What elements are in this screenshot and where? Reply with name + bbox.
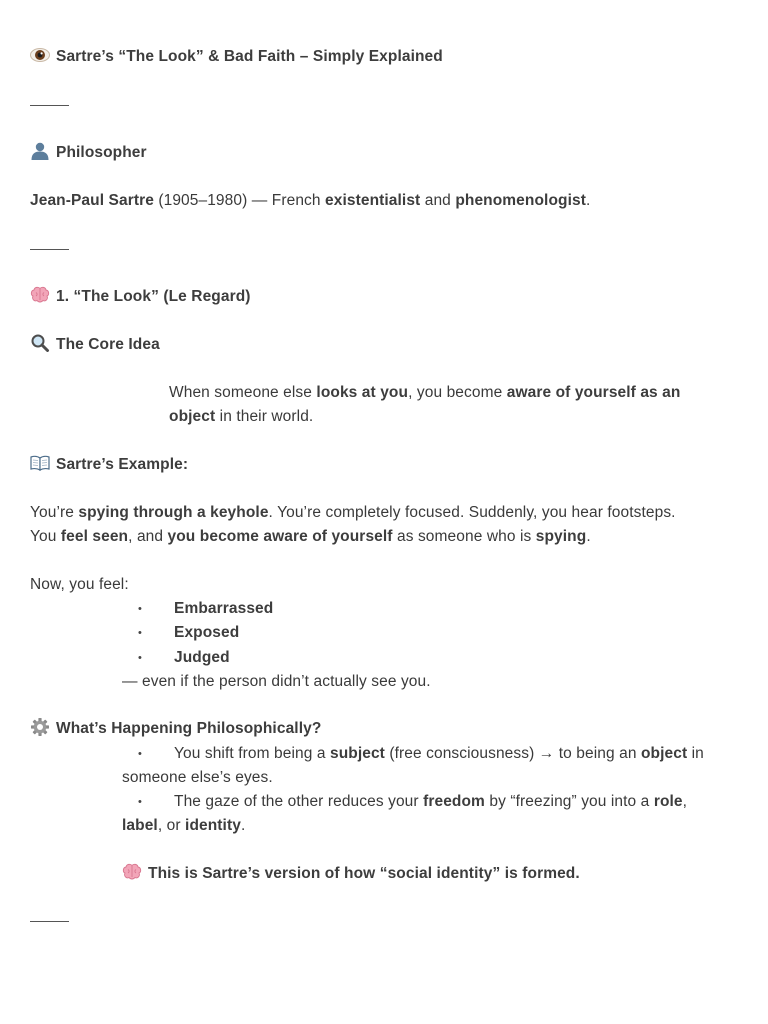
bullet-marker: • [138, 796, 142, 808]
point-bold: label [122, 817, 158, 834]
point-text: You shift from being a [174, 745, 330, 762]
quote-bold: object [169, 408, 216, 425]
philosopher-dates: (1905–1980) — French [153, 192, 326, 209]
point-bold: object [640, 745, 688, 762]
quote-bold: aware of yourself as an [506, 384, 681, 401]
punctuation: . [585, 192, 591, 209]
list-item [174, 621, 239, 645]
philosophy-point-1-line-1 [174, 742, 704, 766]
bullet-marker: • [138, 627, 142, 639]
example-line-2 [30, 525, 591, 549]
page-title [30, 45, 443, 69]
open-book-icon [30, 454, 52, 472]
core-idea-label: The Core Idea [56, 336, 160, 353]
divider [30, 921, 69, 922]
brain-icon [30, 286, 52, 304]
philosophy-point-1-line-2: someone else’s eyes. [122, 769, 273, 786]
section-heading-label: 1. “The Look” (Le Regard) [56, 288, 251, 305]
feeling-exposed: Exposed [174, 624, 240, 641]
bullet-marker: • [138, 652, 142, 664]
subheading-philosophically [30, 717, 321, 741]
point-text: . [240, 817, 246, 834]
philosophically-label: What’s Happening Philosophically? [56, 720, 322, 737]
list-item [174, 646, 230, 670]
point-text: , [682, 793, 688, 810]
quote-bold: looks at you [316, 384, 409, 401]
conjunction: and [420, 192, 456, 209]
feeling-embarrassed: Embarrassed [174, 600, 274, 617]
example-bold: you become aware of yourself [167, 528, 393, 545]
feelings-outro: — even if the person didn’t actually see you. [122, 673, 431, 690]
philosopher-name: Jean-Paul Sartre [30, 192, 154, 209]
point-bold: subject [329, 745, 385, 762]
eye-icon [30, 46, 52, 64]
example-text: , and [128, 528, 168, 545]
magnifying-glass-icon [30, 334, 52, 352]
section-heading [30, 285, 251, 309]
divider [30, 249, 69, 250]
example-text: . You’re completely focused. Suddenly, you hear footsteps. [268, 504, 676, 521]
example-text: as someone who is [392, 528, 536, 545]
gear-icon [30, 718, 52, 736]
point-text: The gaze of the other reduces your [174, 793, 424, 810]
point-text: , or [157, 817, 186, 834]
philosopher-heading-label: Philosopher [56, 144, 147, 161]
quote-text: in their world. [215, 408, 314, 425]
list-item [174, 597, 273, 621]
philosopher-line [30, 189, 590, 213]
point-text: by “freezing” you into a [484, 793, 654, 810]
point-bold: role [653, 793, 683, 810]
philosophy-point-2-line-2 [122, 814, 245, 838]
person-silhouette-icon [30, 142, 52, 160]
brain-icon [122, 863, 144, 881]
point-bold: identity [185, 817, 241, 834]
core-idea-quote-line-1 [169, 381, 680, 405]
quote-text: When someone else [169, 384, 317, 401]
conclusion-text: This is Sartre’s version of how “social identity” is formed. [148, 865, 580, 882]
bullet-marker: • [138, 603, 142, 615]
example-bold: spying through a keyhole [78, 504, 269, 521]
title-text: Sartre’s “The Look” & Bad Faith – Simply Explained [56, 48, 443, 65]
bullet-marker: • [138, 748, 142, 760]
philosopher-heading [30, 141, 147, 165]
feeling-judged: Judged [174, 649, 230, 666]
example-bold: spying [535, 528, 587, 545]
core-idea-quote-line-2 [169, 405, 313, 429]
subheading-core-idea [30, 333, 160, 357]
example-text: You’re [30, 504, 79, 521]
example-text: . [586, 528, 591, 545]
example-label: Sartre’s Example: [56, 456, 189, 473]
point-text: in [687, 745, 704, 762]
example-text: You [30, 528, 61, 545]
philosophy-point-2-line-1 [174, 790, 687, 814]
conclusion-line [122, 862, 580, 886]
feelings-intro: Now, you feel: [30, 576, 129, 593]
point-text: (free consciousness) → to being an [384, 745, 641, 762]
example-line-1 [30, 501, 676, 525]
example-bold: feel seen [60, 528, 129, 545]
point-bold: freedom [423, 793, 485, 810]
term-existentialist: existentialist [325, 192, 421, 209]
divider [30, 105, 69, 106]
quote-text: , you become [408, 384, 507, 401]
term-phenomenologist: phenomenologist [455, 192, 586, 209]
subheading-example [30, 453, 188, 477]
